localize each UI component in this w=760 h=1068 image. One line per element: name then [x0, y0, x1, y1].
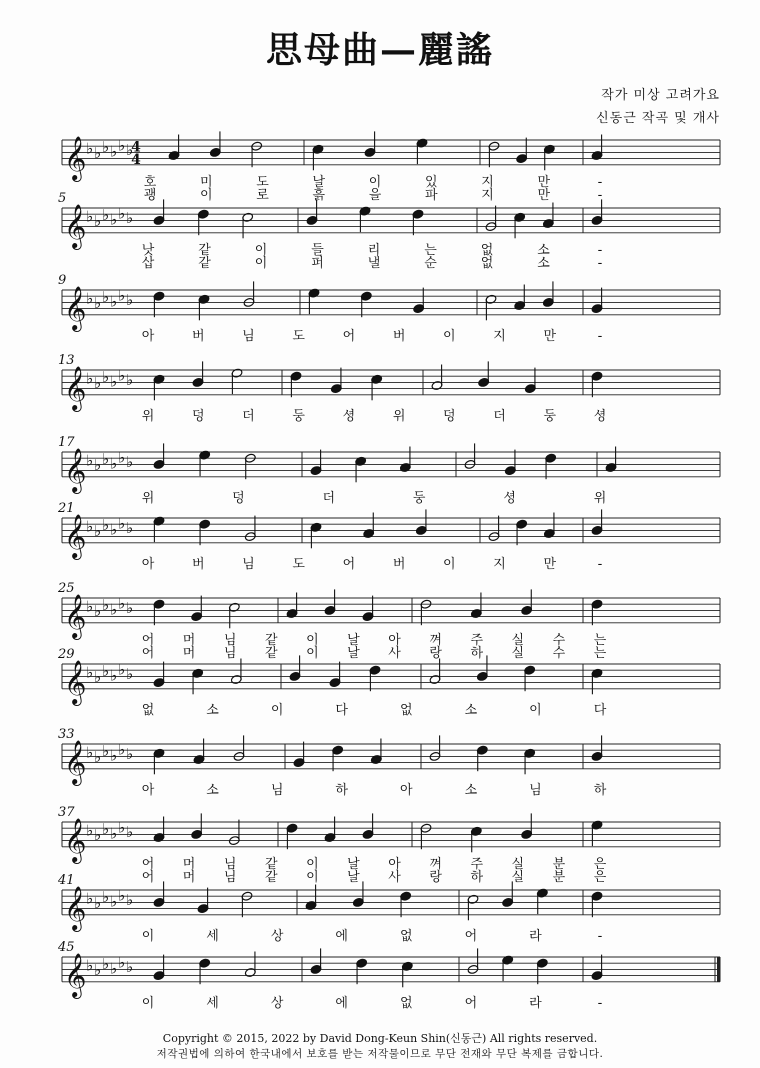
measure-number: 25 — [58, 581, 75, 596]
lyric-syllable: 님 — [223, 869, 237, 885]
treble-clef-icon: 𝄞 — [64, 593, 87, 638]
lyric-syllable: 덩 — [232, 490, 245, 506]
lyric-syllable: 소 — [206, 702, 219, 718]
lyric-syllable: 없 — [480, 255, 494, 271]
lyric-syllable: 소 — [464, 782, 478, 798]
flat-sign-icon: ♭ — [118, 740, 126, 759]
lyric-syllable: 위 — [392, 408, 406, 424]
treble-clef-icon: 𝄞 — [64, 659, 87, 704]
lyric-syllable: 소 — [537, 242, 550, 258]
measure-number: 45 — [58, 940, 75, 955]
lyric-syllable: 같 — [264, 645, 278, 661]
lyric-syllable: 님 — [529, 782, 542, 798]
lyric-syllable: 날 — [347, 869, 360, 885]
lyric-syllable: 위 — [593, 490, 607, 506]
flat-sign-icon: ♭ — [102, 954, 110, 973]
flat-sign-icon: ♭ — [110, 746, 118, 765]
lyric-syllable: 도 — [292, 328, 305, 344]
flat-sign-icon: ♭ — [118, 953, 126, 972]
lyric-syllable: 님 — [242, 328, 255, 344]
lyric-syllable: 어 — [342, 328, 356, 344]
lyric-syllable: 이 — [529, 702, 542, 718]
flat-sign-icon: ♭ — [86, 369, 94, 388]
lyric-syllable: 더 — [322, 490, 336, 506]
lyric-syllable: 이 — [443, 328, 456, 344]
flat-sign-icon: ♭ — [118, 204, 126, 223]
lyric-syllable: 만 — [543, 328, 557, 344]
lyric-syllable: 지 — [493, 556, 506, 572]
composer-credit: 신동근 작곡 및 개사 — [596, 111, 720, 126]
lyric-syllable: 이 — [443, 556, 456, 572]
flat-sign-icon: ♭ — [126, 822, 134, 841]
lyric-syllable: 머 — [182, 869, 196, 885]
lyric-syllable: 없 — [400, 995, 413, 1011]
lyric-syllable: 아 — [141, 782, 155, 798]
lyric-syllable: 파 — [424, 187, 438, 203]
lyric-syllable: 이 — [141, 928, 155, 944]
lyric-syllable: 낫 — [141, 242, 155, 258]
lyric-syllable: 님 — [223, 645, 237, 661]
staff-system — [58, 353, 720, 424]
flat-sign-icon: ♭ — [126, 957, 134, 976]
lyric-syllable: - — [597, 995, 603, 1011]
lyric-syllable: 실 — [511, 856, 525, 872]
lyric-syllable: 삽 — [141, 255, 155, 271]
flat-sign-icon: ♭ — [126, 598, 134, 617]
lyric-syllable: 호 — [143, 174, 157, 190]
measure-number: 37 — [58, 805, 75, 820]
lyric-syllable: 위 — [141, 408, 155, 424]
lyric-syllable: 소 — [464, 702, 478, 718]
lyric-syllable: 머 — [182, 632, 196, 648]
lyric-syllable: 없 — [400, 928, 413, 944]
reproduction-notice: 저작권법에 의하여 한국내에서 보호를 받는 저작물이므로 무단 전재와 무단 복제를 금합니다. — [156, 1048, 604, 1060]
lyric-syllable: 주 — [470, 856, 484, 872]
lyric-syllable: 이 — [199, 187, 213, 203]
measure-number: 5 — [58, 191, 67, 206]
staff-system — [57, 501, 720, 572]
lyric-syllable: 주 — [470, 632, 484, 648]
flat-sign-icon: ♭ — [94, 960, 102, 979]
flat-sign-icon: ♭ — [86, 743, 94, 762]
lyric-syllable: 는 — [593, 632, 607, 648]
lyric-syllable: 위 — [141, 490, 155, 506]
lyric-syllable: 소 — [206, 782, 219, 798]
lyric-syllable: 은 — [593, 856, 607, 872]
song-title: 思母曲—麗謠 — [265, 29, 494, 71]
lyric-syllable: 이 — [141, 995, 155, 1011]
lyric-syllable: 아 — [141, 328, 155, 344]
lyric-syllable: 에 — [335, 995, 348, 1011]
lyric-syllable: 이 — [306, 869, 319, 885]
lyric-syllable: 없 — [141, 702, 155, 718]
lyric-syllable: 아 — [388, 856, 401, 872]
flat-sign-icon: ♭ — [118, 660, 126, 679]
flat-sign-icon: ♭ — [94, 601, 102, 620]
lyric-syllable: 님 — [223, 856, 237, 872]
lyric-syllable: 같 — [198, 242, 211, 258]
flat-sign-icon: ♭ — [110, 292, 118, 311]
lyric-syllable: 세 — [206, 995, 219, 1011]
flat-sign-icon: ♭ — [86, 597, 94, 616]
lyric-syllable: - — [597, 242, 603, 258]
lyric-syllable: 사 — [388, 869, 401, 885]
flat-sign-icon: ♭ — [102, 819, 110, 838]
flat-sign-icon: ♭ — [110, 666, 118, 685]
flat-sign-icon: ♭ — [94, 893, 102, 912]
flat-sign-icon: ♭ — [110, 520, 118, 539]
lyric-syllable: 세 — [206, 928, 219, 944]
flat-sign-icon: ♭ — [94, 455, 102, 474]
flat-sign-icon: ♭ — [102, 595, 110, 614]
lyric-syllable: 퍼 — [311, 255, 324, 271]
flat-sign-icon: ♭ — [94, 293, 102, 312]
lyric-syllable: 소 — [537, 255, 550, 271]
lyric-syllable: - — [597, 174, 603, 190]
flat-sign-icon: ♭ — [110, 824, 118, 843]
lyric-syllable: 어 — [141, 645, 155, 661]
lyric-syllable: 머 — [182, 856, 196, 872]
measure-number: 21 — [58, 501, 75, 516]
measure-number: 17 — [58, 435, 75, 450]
lyric-syllable: 하 — [593, 782, 607, 798]
lyric-syllable: 껴 — [429, 632, 442, 648]
lyric-syllable: 이 — [270, 702, 284, 718]
lyric-syllable: 님 — [223, 632, 237, 648]
lyric-syllable: - — [597, 255, 603, 271]
lyric-syllable: 하 — [470, 869, 484, 885]
lyric-syllable: 사 — [388, 645, 401, 661]
lyric-syllable: 실 — [511, 645, 525, 661]
lyric-syllable: 버 — [191, 328, 205, 344]
staff-system — [58, 435, 720, 506]
lyric-syllable: 님 — [242, 556, 255, 572]
lyric-syllable: 둥 — [543, 408, 557, 424]
copyright-notice: Copyright © 2015, 2022 by David Dong-Keun Shin(신동근) All rights reserved. — [162, 1032, 598, 1045]
lyric-syllable: 낼 — [367, 255, 381, 271]
lyric-syllable: 수 — [552, 645, 566, 661]
flat-sign-icon: ♭ — [118, 366, 126, 385]
flat-sign-icon: ♭ — [126, 452, 134, 471]
lyric-syllable: 만 — [537, 187, 551, 203]
treble-clef-icon: 𝄞 — [64, 513, 87, 558]
lyric-syllable: 날 — [347, 645, 360, 661]
lyric-syllable: 어 — [464, 995, 478, 1011]
lyric-syllable: 흙 — [312, 187, 326, 203]
lyric-syllable: 날 — [347, 632, 360, 648]
flat-sign-icon: ♭ — [126, 290, 134, 309]
lyric-syllable: 덩 — [443, 408, 456, 424]
lyric-syllable: 분 — [552, 856, 566, 872]
flat-sign-icon: ♭ — [126, 370, 134, 389]
lyric-syllable: 없 — [400, 702, 413, 718]
flat-sign-icon: ♭ — [86, 821, 94, 840]
flat-sign-icon: ♭ — [102, 515, 110, 534]
flat-sign-icon: ♭ — [126, 208, 134, 227]
lyric-syllable: 같 — [198, 255, 211, 271]
lyric-syllable: 미 — [199, 174, 213, 190]
flat-sign-icon: ♭ — [110, 959, 118, 978]
lyric-syllable: 에 — [335, 928, 348, 944]
staff-system — [58, 727, 720, 798]
lyric-syllable: - — [597, 928, 603, 944]
flat-sign-icon: ♭ — [118, 286, 126, 305]
flat-sign-icon: ♭ — [110, 454, 118, 473]
staff-system — [58, 191, 720, 271]
lyric-syllable: 괭 — [143, 187, 157, 203]
treble-clef-icon: 𝄞 — [64, 447, 87, 492]
measure-number: 13 — [58, 353, 75, 368]
lyric-syllable: 분 — [552, 869, 566, 885]
lyric-syllable: 도 — [292, 556, 305, 572]
flat-sign-icon: ♭ — [86, 956, 94, 975]
measure-number: 29 — [58, 647, 75, 662]
lyric-syllable: 이 — [368, 174, 382, 190]
flat-sign-icon: ♭ — [102, 137, 110, 156]
flat-sign-icon: ♭ — [110, 372, 118, 391]
staff-system — [57, 581, 720, 661]
flat-sign-icon: ♭ — [94, 211, 102, 230]
lyric-syllable: 실 — [511, 632, 525, 648]
lyric-syllable: 아 — [388, 632, 401, 648]
flat-sign-icon: ♭ — [126, 518, 134, 537]
lyric-syllable: 순 — [424, 255, 437, 271]
flat-sign-icon: ♭ — [94, 747, 102, 766]
staff-system — [62, 131, 720, 202]
flat-sign-icon: ♭ — [110, 892, 118, 911]
flat-sign-icon: ♭ — [118, 594, 126, 613]
lyric-syllable: 없 — [480, 242, 494, 258]
flat-sign-icon: ♭ — [118, 514, 126, 533]
lyric-syllable: 도 — [256, 174, 269, 190]
lyric-syllable: 로 — [256, 187, 269, 203]
lyric-syllable: 같 — [264, 869, 278, 885]
treble-clef-icon: 𝄞 — [64, 952, 87, 997]
flat-sign-icon: ♭ — [126, 744, 134, 763]
lyric-syllable: 셩 — [593, 408, 607, 424]
lyric-syllable: 같 — [264, 632, 278, 648]
lyric-syllable: - — [597, 328, 603, 344]
lyric-syllable: 어 — [141, 869, 155, 885]
flat-sign-icon: ♭ — [86, 207, 94, 226]
flat-sign-icon: ♭ — [86, 451, 94, 470]
measure-number: 33 — [58, 727, 75, 742]
lyric-syllable: 만 — [537, 174, 551, 190]
measure-number: 41 — [58, 873, 75, 888]
lyric-syllable: 둥 — [292, 408, 305, 424]
flat-sign-icon: ♭ — [94, 373, 102, 392]
lyric-syllable: 버 — [191, 556, 205, 572]
lyric-syllable: 버 — [392, 556, 406, 572]
staff-system — [58, 273, 720, 344]
flat-sign-icon: ♭ — [110, 142, 118, 161]
lyric-syllable: 상 — [270, 995, 284, 1011]
lyric-syllable: 랑 — [429, 645, 442, 661]
lyric-syllable: 이 — [306, 856, 319, 872]
flat-sign-icon: ♭ — [86, 289, 94, 308]
treble-clef-icon: 𝄞 — [64, 203, 87, 248]
lyric-syllable: 다 — [593, 702, 607, 718]
flat-sign-icon: ♭ — [118, 136, 126, 155]
lyric-syllable: 이 — [306, 645, 319, 661]
lyric-syllable: 날 — [312, 174, 326, 190]
flat-sign-icon: ♭ — [102, 741, 110, 760]
time-signature-top: 4 — [131, 139, 141, 156]
flat-sign-icon: ♭ — [110, 210, 118, 229]
lyric-syllable: 하 — [470, 645, 484, 661]
lyric-syllable: 상 — [270, 928, 284, 944]
lyric-syllable: 리 — [367, 242, 381, 258]
staff-system — [57, 940, 721, 1011]
final-barline — [717, 957, 721, 982]
flat-sign-icon: ♭ — [86, 889, 94, 908]
lyric-syllable: 어 — [141, 632, 155, 648]
flat-sign-icon: ♭ — [102, 887, 110, 906]
lyric-syllable: 지 — [481, 187, 494, 203]
flat-sign-icon: ♭ — [102, 449, 110, 468]
lyric-syllable: 머 — [182, 645, 196, 661]
flat-sign-icon: ♭ — [94, 521, 102, 540]
lyric-syllable: 껴 — [429, 856, 442, 872]
flat-sign-icon: ♭ — [102, 287, 110, 306]
lyric-syllable: - — [597, 187, 603, 203]
lyric-syllable: 이 — [254, 255, 268, 271]
lyric-syllable: 라 — [529, 995, 542, 1011]
treble-clef-icon: 𝄞 — [64, 135, 87, 180]
lyric-syllable: 을 — [368, 187, 382, 203]
lyric-syllable: 님 — [270, 782, 284, 798]
lyric-syllable: 아 — [141, 556, 155, 572]
flat-sign-icon: ♭ — [118, 886, 126, 905]
lyric-syllable: 어 — [464, 928, 478, 944]
flat-sign-icon: ♭ — [94, 667, 102, 686]
lyric-syllable: 셩 — [342, 408, 356, 424]
lyric-syllable: 있 — [424, 174, 438, 190]
lyric-syllable: 이 — [306, 632, 319, 648]
lyric-syllable: 라 — [529, 928, 542, 944]
lyric-syllable: 아 — [400, 782, 413, 798]
treble-clef-icon: 𝄞 — [64, 365, 87, 410]
lyric-syllable: 들 — [311, 242, 324, 258]
lyric-syllable: 같 — [264, 856, 278, 872]
flat-sign-icon: ♭ — [94, 825, 102, 844]
lyric-syllable: 날 — [347, 856, 360, 872]
lyric-syllable: 실 — [511, 869, 525, 885]
flat-sign-icon: ♭ — [94, 143, 102, 162]
lyricist-credit: 작가 미상 고려가요 — [601, 88, 720, 103]
lyric-syllable: 는 — [424, 242, 437, 258]
measure-number: 9 — [58, 273, 67, 288]
treble-clef-icon: 𝄞 — [64, 817, 87, 862]
flat-sign-icon: ♭ — [118, 448, 126, 467]
lyric-syllable: 어 — [141, 856, 155, 872]
lyric-syllable: 지 — [493, 328, 506, 344]
lyric-syllable: 수 — [552, 632, 566, 648]
flat-sign-icon: ♭ — [102, 367, 110, 386]
flat-sign-icon: ♭ — [102, 661, 110, 680]
lyric-syllable: - — [597, 556, 603, 572]
flat-sign-icon: ♭ — [126, 664, 134, 683]
time-signature-bottom: 4 — [131, 151, 141, 168]
lyric-syllable: 하 — [335, 782, 348, 798]
lyric-syllable: 덩 — [191, 408, 205, 424]
lyric-syllable: 만 — [543, 556, 557, 572]
lyric-syllable: 셩 — [503, 490, 516, 506]
lyric-syllable: 어 — [342, 556, 356, 572]
lyric-syllable: 는 — [593, 645, 607, 661]
treble-clef-icon: 𝄞 — [64, 885, 87, 930]
lyric-syllable: 지 — [481, 174, 494, 190]
flat-sign-icon: ♭ — [118, 818, 126, 837]
flat-sign-icon: ♭ — [110, 600, 118, 619]
lyric-syllable: 더 — [493, 408, 506, 424]
staff-system — [58, 805, 720, 885]
treble-clef-icon: 𝄞 — [64, 739, 87, 784]
lyric-syllable: 더 — [242, 408, 255, 424]
flat-sign-icon: ♭ — [126, 890, 134, 909]
lyric-syllable: 랑 — [429, 869, 442, 885]
lyric-syllable: 버 — [392, 328, 406, 344]
flat-sign-icon: ♭ — [86, 517, 94, 536]
flat-sign-icon: ♭ — [86, 663, 94, 682]
lyric-syllable: 둥 — [412, 490, 426, 506]
treble-clef-icon: 𝄞 — [64, 285, 87, 330]
lyric-syllable: 이 — [254, 242, 268, 258]
flat-sign-icon: ♭ — [102, 205, 110, 224]
lyric-syllable: 다 — [335, 702, 348, 718]
flat-sign-icon: ♭ — [126, 140, 134, 159]
lyric-syllable: 은 — [593, 869, 607, 885]
flat-sign-icon: ♭ — [86, 139, 94, 158]
